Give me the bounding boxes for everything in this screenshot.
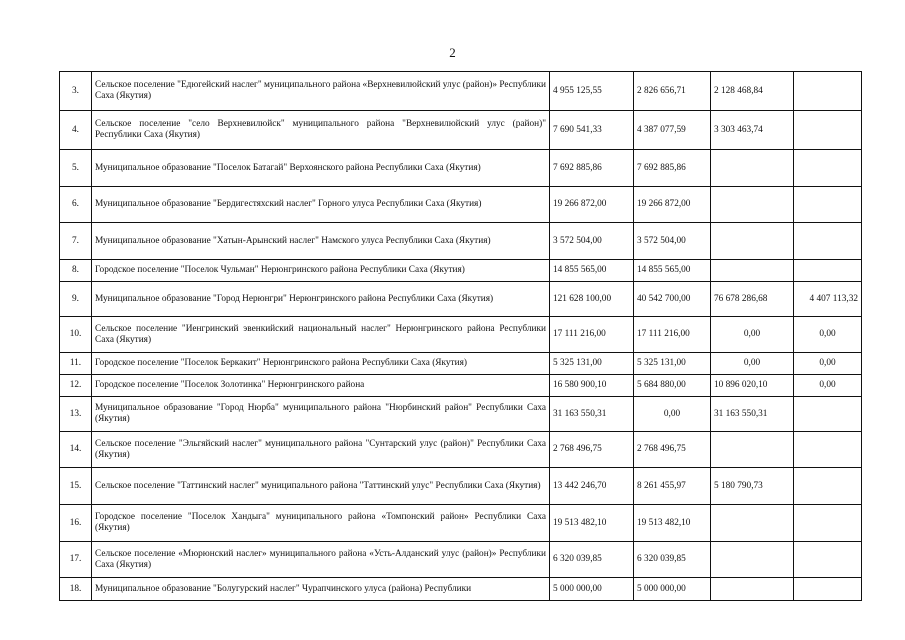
amount-col4	[794, 111, 862, 150]
municipality-name: Муниципальное образование "Город Нерюнгри" Нерюнгринского района Республики Саха (Якутия)	[92, 282, 550, 317]
amount-col3: 3 303 463,74	[711, 111, 794, 150]
amount-col4	[794, 150, 862, 187]
amount-col2: 6 320 039,85	[634, 542, 711, 578]
amount-col3: 76 678 286,68	[711, 282, 794, 317]
amount-col4	[794, 468, 862, 505]
amount-col2: 14 855 565,00	[634, 260, 711, 282]
row-number: 7.	[60, 223, 92, 260]
amount-total: 4 955 125,55	[550, 72, 634, 111]
municipality-name: Муниципальное образование "Поселок Батагай" Верхоянского района Республики Саха (Якутия)	[92, 150, 550, 187]
amount-total: 3 572 504,00	[550, 223, 634, 260]
table-row	[60, 282, 862, 317]
amount-total: 19 266 872,00	[550, 187, 634, 223]
table-row	[60, 260, 862, 282]
amount-total: 7 692 885,86	[550, 150, 634, 187]
amount-total: 17 111 216,00	[550, 317, 634, 353]
amount-total: 31 163 550,31	[550, 397, 634, 432]
municipality-name: Городское поселение "Поселок Чульман" Нерюнгринского района Республики Саха (Якутия)	[92, 260, 550, 282]
amount-col4	[794, 542, 862, 578]
table-row	[60, 397, 862, 432]
row-number: 3.	[60, 72, 92, 111]
municipality-name: Сельское поселение "Эльгяйский наслег" муниципального района "Сунтарский улус (район)" Республики Саха (Якутия)	[92, 432, 550, 468]
municipality-name: Сельское поселение "Иенгринский эвенкийский национальный наслег" Нерюнгринского района Республики Саха (Якутия)	[92, 317, 550, 353]
row-number: 9.	[60, 282, 92, 317]
row-number: 11.	[60, 353, 92, 375]
amount-col2: 5 000 000,00	[634, 578, 711, 601]
amount-col4: 4 407 113,32	[794, 282, 862, 317]
municipality-name: Сельское поселение «Мюрюнский наслег» муниципального района «Усть-Алданский улус (район)» Республики Саха (Якутия)	[92, 542, 550, 578]
amount-col2: 40 542 700,00	[634, 282, 711, 317]
amount-total: 2 768 496,75	[550, 432, 634, 468]
amount-col4	[794, 505, 862, 542]
municipality-name: Городское поселение "Поселок Беркакит" Нерюнгринского района Республики Саха (Якутия)	[92, 353, 550, 375]
table-row	[60, 353, 862, 375]
amount-col3	[711, 187, 794, 223]
amount-col3	[711, 223, 794, 260]
table-row	[60, 542, 862, 578]
row-number: 13.	[60, 397, 92, 432]
amount-col2: 7 692 885,86	[634, 150, 711, 187]
amount-col4	[794, 397, 862, 432]
amount-col2: 5 325 131,00	[634, 353, 711, 375]
amount-col3: 2 128 468,84	[711, 72, 794, 111]
row-number: 15.	[60, 468, 92, 505]
amount-total: 7 690 541,33	[550, 111, 634, 150]
amount-total: 14 855 565,00	[550, 260, 634, 282]
row-number: 6.	[60, 187, 92, 223]
row-number: 5.	[60, 150, 92, 187]
amount-total: 121 628 100,00	[550, 282, 634, 317]
amount-col2: 5 684 880,00	[634, 375, 711, 397]
amount-col3: 5 180 790,73	[711, 468, 794, 505]
amount-col2: 19 513 482,10	[634, 505, 711, 542]
municipality-name: Муниципальное образование "Болугурский наслег" Чурапчинского улуса (района) Республики	[92, 578, 550, 601]
table-row	[60, 150, 862, 187]
amount-col3	[711, 542, 794, 578]
table-row	[60, 505, 862, 542]
table-row	[60, 187, 862, 223]
table-row	[60, 72, 862, 111]
row-number: 14.	[60, 432, 92, 468]
amount-total: 5 325 131,00	[550, 353, 634, 375]
amount-col2: 8 261 455,97	[634, 468, 711, 505]
amount-col4	[794, 260, 862, 282]
table-row	[60, 578, 862, 601]
amount-col2: 2 768 496,75	[634, 432, 711, 468]
amount-col3: 31 163 550,31	[711, 397, 794, 432]
amount-col4	[794, 432, 862, 468]
amount-col4	[794, 223, 862, 260]
amount-col3	[711, 260, 794, 282]
municipality-name: Городское поселение "Поселок Хандыга" муниципального района «Томпонский район» Республики Саха (Якутия)	[92, 505, 550, 542]
amount-total: 13 442 246,70	[550, 468, 634, 505]
amount-col3: 0,00	[711, 317, 794, 353]
amount-col3	[711, 578, 794, 601]
amount-col4: 0,00	[794, 317, 862, 353]
amount-col4	[794, 578, 862, 601]
row-number: 16.	[60, 505, 92, 542]
municipality-name: Сельское поселение "Едюгейский наслег" муниципального района «Верхневилюйский улус (район)» Республики Саха (Якутия)	[92, 72, 550, 111]
municipality-name: Городское поселение "Поселок Золотинка" Нерюнгринского района	[92, 375, 550, 397]
row-number: 17.	[60, 542, 92, 578]
row-number: 12.	[60, 375, 92, 397]
table-row	[60, 375, 862, 397]
table-row	[60, 223, 862, 260]
table-row	[60, 111, 862, 150]
municipality-name: Муниципальное образование "Хатын-Арынский наслег" Намского улуса Республики Саха (Якутия)	[92, 223, 550, 260]
amount-col3	[711, 150, 794, 187]
row-number: 8.	[60, 260, 92, 282]
amount-col4: 0,00	[794, 375, 862, 397]
amount-col2: 3 572 504,00	[634, 223, 711, 260]
municipality-name: Муниципальное образование "Бердигестяхский наслег" Горного улуса Республики Саха (Якутия)	[92, 187, 550, 223]
amount-col4	[794, 72, 862, 111]
page-number: 2	[449, 45, 456, 60]
table-row	[60, 317, 862, 353]
table-row	[60, 432, 862, 468]
budget-allocation-table	[59, 71, 862, 601]
amount-col2: 4 387 077,59	[634, 111, 711, 150]
amount-col4: 0,00	[794, 353, 862, 375]
table-row	[60, 468, 862, 505]
amount-col2: 19 266 872,00	[634, 187, 711, 223]
row-number: 18.	[60, 578, 92, 601]
amount-col3	[711, 432, 794, 468]
row-number: 10.	[60, 317, 92, 353]
amount-col4	[794, 187, 862, 223]
amount-col2: 0,00	[634, 397, 711, 432]
amount-col3: 10 896 020,10	[711, 375, 794, 397]
municipality-name: Сельское поселение "село Верхневилюйск" муниципального района "Верхневилюйский улус (район)" Республики Саха (Якутия)	[92, 111, 550, 150]
municipality-name: Сельское поселение "Таттинский наслег" муниципального района "Таттинский улус" Республики Саха (Якутия)	[92, 468, 550, 505]
amount-total: 6 320 039,85	[550, 542, 634, 578]
amount-total: 16 580 900,10	[550, 375, 634, 397]
amount-col3: 0,00	[711, 353, 794, 375]
amount-total: 19 513 482,10	[550, 505, 634, 542]
row-number: 4.	[60, 111, 92, 150]
amount-col3	[711, 505, 794, 542]
amount-total: 5 000 000,00	[550, 578, 634, 601]
amount-col2: 2 826 656,71	[634, 72, 711, 111]
municipality-name: Муниципальное образование "Город Нюрба" муниципального района "Нюрбинский район" Республики Саха (Якутия)	[92, 397, 550, 432]
amount-col2: 17 111 216,00	[634, 317, 711, 353]
